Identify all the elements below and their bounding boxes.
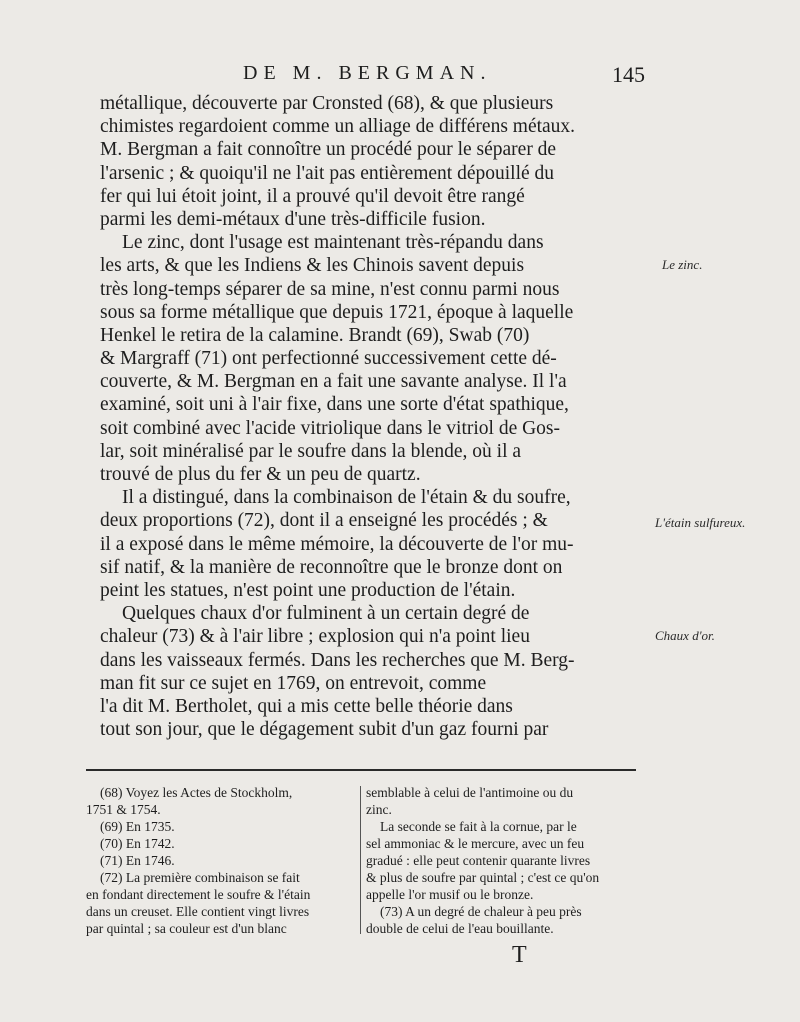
footnote-line: (70) En 1742. xyxy=(100,836,175,851)
footnotes-left-column xyxy=(86,784,354,937)
footnote-line: & plus de soufre par quintal ; c'est ce qu'on xyxy=(366,870,600,885)
footnote-rule xyxy=(86,769,636,771)
page-header xyxy=(225,62,645,92)
footnote-line: (68) Voyez les Actes de Stockholm, xyxy=(100,785,293,800)
text-line: man fit sur ce sujet en 1769, on entrevoit, comme xyxy=(100,672,487,694)
text-line: parmi les demi-métaux d'une très-difficile fusion. xyxy=(100,208,486,230)
footnote-line: sel ammoniac & le mercure, avec un feu xyxy=(366,836,585,851)
text-line: Quelques chaux d'or fulminent à un certain degré de xyxy=(122,603,530,625)
text-line: les arts, & que les Indiens & les Chinois savent depuis xyxy=(100,255,525,277)
running-head: DE M. BERGMAN. xyxy=(243,62,492,84)
signature-mark: T xyxy=(512,942,527,968)
text-line: trouvé de plus du fer & un peu de quartz. xyxy=(100,464,421,485)
footnote-line: (71) En 1746. xyxy=(100,853,175,868)
footnote-line: semblable à celui de l'antimoine ou du xyxy=(366,785,574,800)
text-line: lar, soit minéralisé par le soufre dans la blende, où il a xyxy=(100,440,522,462)
text-line: Il a distingué, dans la combinaison de l'étain & du soufre, xyxy=(122,487,571,509)
text-line: l'arsenic ; & quoiqu'il ne l'ait pas entièrement dépouillé du xyxy=(100,162,555,184)
footnote-column-divider xyxy=(360,786,361,934)
text-line: sif natif, & la manière de reconnoître que le bronze dont on xyxy=(100,556,563,578)
main-text xyxy=(100,92,656,741)
text-line: soit combiné avec l'acide vitriolique dans le vitriol de Gos- xyxy=(100,417,561,439)
text-line: dans les vaisseaux fermés. Dans les recherches que M. Berg- xyxy=(100,649,575,671)
text-line: tout son jour, que le dégagement subit d'un gaz fourni par xyxy=(100,719,549,741)
text-line: fer qui lui étoit joint, il a prouvé qu'il devoit être rangé xyxy=(100,185,525,207)
footnotes-right-column xyxy=(366,784,638,937)
footnote-line: 1751 & 1754. xyxy=(86,802,161,817)
footnote-line: La seconde se fait à la cornue, par le xyxy=(380,819,577,834)
text-line: métallique, découverte par Cronsted (68), & que plusieurs xyxy=(100,93,554,114)
footnote-line: double de celui de l'eau bouillante. xyxy=(366,921,554,936)
footnote-line: (72) La première combinaison se fait xyxy=(100,870,300,885)
footnote-line: (69) En 1735. xyxy=(100,819,175,834)
footnote-line: gradué : elle peut contenir quarante livres xyxy=(366,853,591,868)
text-line: chimistes regardoient comme un alliage de différens métaux. xyxy=(100,116,576,138)
text-line: Le zinc, dont l'usage est maintenant très-répandu dans xyxy=(122,232,544,254)
footnote-line: appelle l'or musif ou le bronze. xyxy=(366,887,534,902)
margin-note-etain: L'étain sulfureux. xyxy=(655,515,746,530)
margin-note-zinc: Le zinc. xyxy=(662,257,703,272)
footnote-line: dans un creuset. Elle contient vingt livres xyxy=(86,904,310,919)
text-line: sous sa forme métallique que depuis 1721, époque à laquelle xyxy=(100,301,574,323)
text-line: peint les statues, n'est point une production de l'étain. xyxy=(100,579,516,601)
text-line: il a exposé dans le même mémoire, la découverte de l'or mu- xyxy=(100,533,574,555)
page-number: 145 xyxy=(612,62,645,87)
text-line: deux proportions (72), dont il a enseigné les procédés ; & xyxy=(100,510,548,532)
text-line: chaleur (73) & à l'air libre ; explosion qui n'a point lieu xyxy=(100,626,530,648)
text-line: couverte, & M. Bergman en a fait une savante analyse. Il l'a xyxy=(100,371,567,393)
text-line: l'a dit M. Bertholet, qui a mis cette belle théorie dans xyxy=(100,695,513,717)
text-line: examiné, soit uni à l'air fixe, dans une sorte d'état spathique, xyxy=(100,394,569,416)
text-line: M. Bergman a fait connoître un procédé pour le séparer de xyxy=(100,139,557,161)
margin-note-chaux: Chaux d'or. xyxy=(655,628,715,643)
footnote-line: zinc. xyxy=(366,802,392,817)
footnote-line: en fondant directement le soufre & l'étain xyxy=(86,887,311,902)
text-line: Henkel le retira de la calamine. Brandt (69), Swab (70) xyxy=(100,324,530,346)
text-line: très long-temps séparer de sa mine, n'est connu parmi nous xyxy=(100,278,560,300)
footnote-line: par quintal ; sa couleur est d'un blanc xyxy=(86,921,287,936)
text-line: & Margraff (71) ont perfectionné successivement cette dé- xyxy=(100,348,557,370)
footnote-line: (73) A un degré de chaleur à peu près xyxy=(380,904,582,919)
